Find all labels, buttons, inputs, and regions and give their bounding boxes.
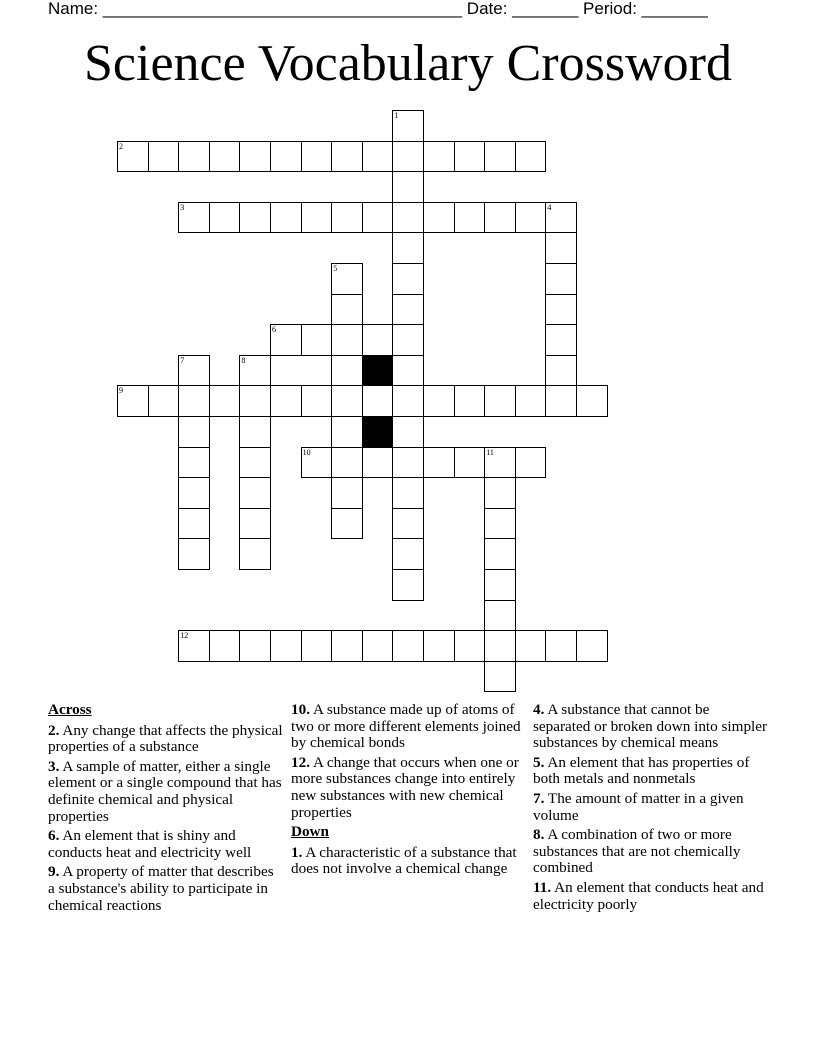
clue-number: 10. — [291, 701, 310, 718]
grid-cell[interactable] — [392, 447, 424, 479]
grid-cell[interactable] — [515, 202, 547, 234]
clue-number: 3. — [48, 757, 60, 775]
grid-cell[interactable] — [117, 385, 149, 417]
grid-cell[interactable] — [209, 141, 241, 173]
grid-cell[interactable] — [239, 355, 271, 387]
grid-cell[interactable] — [239, 630, 271, 662]
clue-number-label: 5 — [333, 264, 338, 273]
clue-number-label: 1 — [394, 111, 399, 120]
grid-cell[interactable] — [239, 477, 271, 509]
grid-cell[interactable] — [301, 630, 333, 662]
grid-cell[interactable] — [301, 385, 333, 417]
clues-column-2 — [291, 702, 527, 881]
clue-across-10 — [291, 702, 527, 752]
clues-column-3 — [533, 702, 769, 916]
grid-cell[interactable] — [576, 630, 608, 662]
grid-cell[interactable] — [209, 630, 241, 662]
grid-cell[interactable] — [392, 416, 424, 448]
clue-text: A sample of matter, either a single element or a single compound that has definite chemical and physical properties — [48, 757, 282, 825]
grid-cell[interactable] — [392, 477, 424, 509]
grid-cell[interactable] — [270, 385, 302, 417]
clue-text: An element that is shiny and conducts heat and electricity well — [48, 827, 252, 861]
grid-cell[interactable] — [239, 141, 271, 173]
grid-cell[interactable] — [545, 232, 577, 264]
grid-cell[interactable] — [148, 385, 180, 417]
grid-cell[interactable] — [454, 141, 486, 173]
clue-text: A property of matter that describes a substance's ability to participate in chemical reactions — [48, 863, 274, 914]
grid-cell[interactable] — [515, 630, 547, 662]
grid-cell[interactable] — [178, 538, 210, 570]
grid-cell[interactable] — [178, 508, 210, 540]
clue-number: 1. — [291, 843, 303, 861]
grid-cell[interactable] — [270, 141, 302, 173]
grid-cell[interactable] — [423, 447, 455, 479]
clue-number-label: 11 — [486, 447, 494, 457]
grid-cell[interactable] — [301, 447, 333, 479]
grid-cell[interactable] — [362, 630, 394, 662]
grid-cell[interactable] — [117, 141, 149, 173]
grid-cell[interactable] — [331, 355, 363, 387]
clue-down-7 — [533, 791, 769, 824]
clue-number-label: 12 — [180, 631, 189, 641]
grid-cell[interactable] — [362, 447, 394, 479]
clue-across-6 — [48, 828, 284, 861]
grid-cell[interactable] — [331, 385, 363, 417]
clue-text: Any change that affects the physical properties of a substance — [48, 721, 283, 756]
clue-text: A substance that cannot be separated or broken down into simpler substances by chemical means — [533, 701, 768, 752]
grid-cell[interactable] — [484, 477, 516, 509]
clue-text: A substance made up of atoms of two or more different elements joined by chemical bonds — [291, 701, 521, 752]
grid-cell[interactable] — [331, 263, 363, 295]
down-heading: Down — [291, 823, 329, 841]
grid-cell[interactable] — [331, 416, 363, 448]
grid-cell[interactable] — [515, 385, 547, 417]
grid-cell[interactable] — [331, 294, 363, 326]
grid-cell[interactable] — [423, 141, 455, 173]
clue-across-9 — [48, 864, 284, 914]
clue-number: 2. — [48, 721, 60, 739]
grid-cell[interactable] — [392, 110, 424, 142]
clue-number-label: 9 — [119, 386, 123, 396]
clue-text: An element that has properties of both metals and nonmetals — [533, 753, 750, 788]
grid-cell[interactable] — [423, 202, 455, 234]
grid-cell[interactable] — [484, 661, 516, 693]
grid-cell[interactable] — [392, 232, 424, 264]
grid-cell[interactable] — [545, 324, 577, 356]
grid-cell[interactable] — [484, 141, 516, 173]
clue-number-label: 10 — [302, 447, 311, 457]
clue-number-label: 3 — [180, 202, 185, 212]
clue-text: A combination of two or more substances that are not chemically combined — [533, 826, 741, 877]
grid-cell[interactable] — [484, 447, 516, 479]
clue-across-2 — [48, 723, 284, 756]
grid-cell[interactable] — [178, 385, 210, 417]
grid-cell[interactable] — [545, 630, 577, 662]
across-heading: Across — [48, 701, 92, 718]
clue-number-label: 4 — [547, 202, 552, 212]
clue-number: 9. — [48, 863, 60, 881]
grid-cell[interactable] — [239, 538, 271, 570]
grid-cell[interactable] — [239, 447, 271, 479]
grid-cell[interactable] — [331, 324, 363, 356]
clue-number: 7. — [533, 789, 545, 807]
grid-cell[interactable] — [362, 324, 394, 356]
grid-cell[interactable] — [392, 263, 424, 295]
grid-cell[interactable] — [484, 600, 516, 632]
clue-number: 11. — [533, 878, 552, 896]
grid-cell[interactable] — [270, 324, 302, 356]
student-info-line[interactable]: Name: ______________________________________ Date: _______ Period: _______ — [48, 0, 708, 18]
grid-cell[interactable] — [392, 508, 424, 540]
clue-number: 5. — [533, 753, 545, 771]
grid-cell[interactable] — [178, 447, 210, 479]
grid-cell[interactable] — [454, 630, 486, 662]
grid-cell[interactable] — [301, 324, 333, 356]
grid-cell[interactable] — [301, 202, 333, 234]
grid-cell[interactable] — [392, 630, 424, 662]
grid-cell[interactable] — [362, 202, 394, 234]
grid-cell[interactable] — [301, 141, 333, 173]
grid-cell[interactable] — [178, 630, 210, 662]
grid-cell[interactable] — [545, 355, 577, 387]
grid-cell[interactable] — [423, 630, 455, 662]
grid-cell[interactable] — [515, 141, 547, 173]
grid-cell[interactable] — [392, 324, 424, 356]
grid-cell[interactable] — [178, 141, 210, 173]
clue-text: An element that conducts heat and electricity poorly — [533, 878, 764, 913]
clue-down-5 — [533, 755, 769, 788]
clue-number: 8. — [533, 826, 545, 844]
grid-cell[interactable] — [331, 447, 363, 479]
grid-cell[interactable] — [331, 141, 363, 173]
grid-cell[interactable] — [545, 202, 577, 234]
grid-cell[interactable] — [484, 202, 516, 234]
grid-cell[interactable] — [270, 630, 302, 662]
clue-number: 4. — [533, 701, 545, 718]
grid-cell[interactable] — [454, 385, 486, 417]
grid-cell[interactable] — [392, 294, 424, 326]
grid-cell[interactable] — [392, 385, 424, 417]
grid-cell[interactable] — [362, 385, 394, 417]
grid-cell[interactable] — [239, 202, 271, 234]
grid-cell[interactable] — [454, 202, 486, 234]
grid-cell[interactable] — [392, 202, 424, 234]
grid-cell[interactable] — [178, 202, 210, 234]
grid-cell[interactable] — [239, 508, 271, 540]
clue-number-label: 8 — [241, 355, 246, 365]
clue-across-3 — [48, 759, 284, 825]
grid-cell[interactable] — [545, 263, 577, 295]
clue-number-label: 2 — [119, 141, 123, 151]
blocked-cell — [362, 416, 394, 448]
grid-cell[interactable] — [148, 141, 180, 173]
grid-cell[interactable] — [209, 202, 241, 234]
clue-number: 6. — [48, 827, 60, 845]
clue-down-4 — [533, 702, 769, 752]
grid-cell[interactable] — [484, 630, 516, 662]
grid-cell[interactable] — [392, 171, 424, 203]
grid-cell[interactable] — [423, 385, 455, 417]
clue-text: The amount of matter in a given volume — [533, 789, 744, 824]
grid-cell[interactable] — [239, 385, 271, 417]
page-title: Science Vocabulary Crossword — [84, 35, 732, 92]
clue-down-1 — [291, 845, 527, 878]
grid-cell[interactable] — [484, 569, 516, 601]
clue-number-label: 6 — [272, 325, 276, 335]
grid-cell[interactable] — [331, 630, 363, 662]
grid-cell[interactable] — [178, 416, 210, 448]
grid-cell[interactable] — [454, 447, 486, 479]
clue-text: A change that occurs when one or more substances change into entirely new substances with new chemical properties — [291, 753, 519, 821]
clue-text: A characteristic of a substance that does not involve a chemical change — [291, 843, 517, 878]
clue-down-8 — [533, 827, 769, 877]
clue-across-12 — [291, 755, 527, 821]
grid-cell[interactable] — [239, 416, 271, 448]
grid-cell[interactable] — [331, 508, 363, 540]
grid-cell[interactable] — [484, 508, 516, 540]
grid-cell[interactable] — [392, 141, 424, 173]
grid-cell[interactable] — [270, 202, 302, 234]
grid-cell[interactable] — [331, 202, 363, 234]
grid-cell[interactable] — [362, 141, 394, 173]
grid-cell[interactable] — [178, 355, 210, 387]
grid-cell[interactable] — [392, 569, 424, 601]
grid-cell[interactable] — [484, 538, 516, 570]
blocked-cell — [362, 355, 394, 387]
grid-cell[interactable] — [515, 447, 547, 479]
grid-cell[interactable] — [576, 385, 608, 417]
grid-cell[interactable] — [209, 385, 241, 417]
grid-cell[interactable] — [392, 355, 424, 387]
clue-down-11 — [533, 880, 769, 913]
clues-column-1 — [48, 702, 284, 917]
grid-cell[interactable] — [178, 477, 210, 509]
grid-cell[interactable] — [392, 538, 424, 570]
clue-number-label: 7 — [180, 355, 185, 365]
grid-cell[interactable] — [545, 385, 577, 417]
grid-cell[interactable] — [545, 294, 577, 326]
clue-number: 12. — [291, 753, 310, 771]
grid-cell[interactable] — [484, 385, 516, 417]
grid-cell[interactable] — [331, 477, 363, 509]
